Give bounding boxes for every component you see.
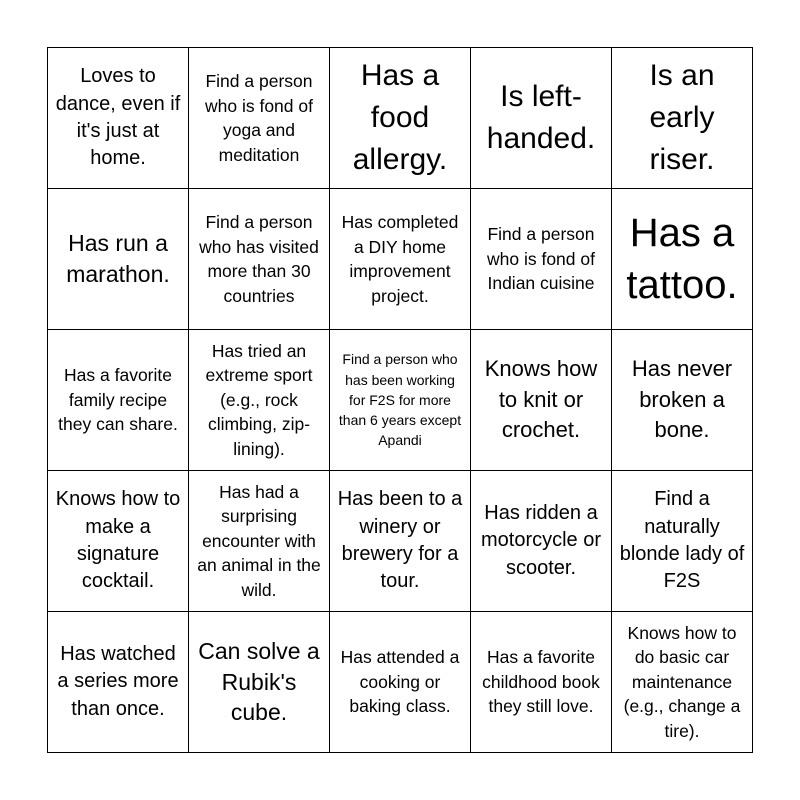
bingo-cell-text: Is left-handed. (486, 80, 596, 155)
bingo-cell[interactable] (471, 471, 612, 612)
bingo-cell-text: Has a favorite childhood book they still love. (482, 647, 600, 717)
bingo-cell-text: Find a person who has been working for F2S for more than 6 years except Apandi (338, 351, 462, 449)
bingo-cell[interactable] (612, 48, 753, 189)
bingo-board (47, 47, 753, 753)
bingo-cell-text: Knows how to do basic car maintenance (e.g., change a tire). (623, 622, 741, 741)
bingo-cell[interactable] (330, 189, 471, 330)
bingo-cell-text: Find a naturally blonde lady of F2S (619, 488, 745, 593)
bingo-cell[interactable] (330, 471, 471, 612)
bingo-cell-text: Knows how to knit or crochet. (484, 355, 598, 443)
bingo-cell-text: Is an early riser. (649, 59, 715, 176)
bingo-cell[interactable] (471, 612, 612, 753)
bingo-cell[interactable] (612, 189, 753, 330)
bingo-cell-text: Find a person who has visited more than 30 countries (199, 212, 319, 306)
bingo-cell-text: Has run a marathon. (66, 230, 170, 287)
bingo-cell-text: Has ridden a motorcycle or scooter. (480, 501, 602, 579)
bingo-cell[interactable] (189, 189, 330, 330)
bingo-cell-text: Can solve a Rubik's cube. (198, 638, 320, 726)
bingo-cell-text: Knows how to make a signature cocktail. (55, 488, 181, 593)
bingo-cell[interactable] (189, 612, 330, 753)
bingo-cell[interactable] (48, 330, 189, 471)
bingo-cell[interactable] (48, 471, 189, 612)
bingo-cell[interactable] (612, 471, 753, 612)
bingo-cell-text: Find a person who is fond of Indian cuisine (487, 224, 595, 294)
bingo-cell[interactable] (189, 330, 330, 471)
bingo-cell-text: Has attended a cooking or baking class. (340, 647, 460, 717)
bingo-cell-text: Has a tattoo. (626, 211, 738, 307)
bingo-cell[interactable] (330, 612, 471, 753)
bingo-cell[interactable] (612, 330, 753, 471)
bingo-cell[interactable] (48, 612, 189, 753)
bingo-cell-text: Has had a surprising encounter with an animal in the wild. (197, 481, 321, 600)
bingo-cell[interactable] (189, 471, 330, 612)
bingo-cell-text: Has never broken a bone. (631, 355, 733, 443)
bingo-cell[interactable] (330, 330, 471, 471)
bingo-cell[interactable] (330, 48, 471, 189)
bingo-cell[interactable] (189, 48, 330, 189)
bingo-cell-text: Loves to dance, even if it's just at home. (55, 65, 181, 170)
bingo-cell[interactable] (48, 189, 189, 330)
bingo-cell[interactable] (48, 48, 189, 189)
bingo-cell-text: Has watched a series more than once. (57, 642, 179, 720)
bingo-cell[interactable] (612, 612, 753, 753)
bingo-cell-text: Has completed a DIY home improvement project. (341, 212, 459, 306)
bingo-cell-text: Has tried an extreme sport (e.g., rock climbing, zip-lining). (205, 340, 313, 459)
bingo-cell[interactable] (471, 330, 612, 471)
bingo-cell[interactable] (471, 48, 612, 189)
bingo-cell-text: Has been to a winery or brewery for a tour. (337, 488, 463, 593)
bingo-cell-text: Find a person who is fond of yoga and meditation (205, 71, 313, 165)
bingo-cell[interactable] (471, 189, 612, 330)
bingo-cell-text: Has a favorite family recipe they can share. (58, 365, 178, 435)
bingo-cell-text: Has a food allergy. (352, 59, 448, 176)
